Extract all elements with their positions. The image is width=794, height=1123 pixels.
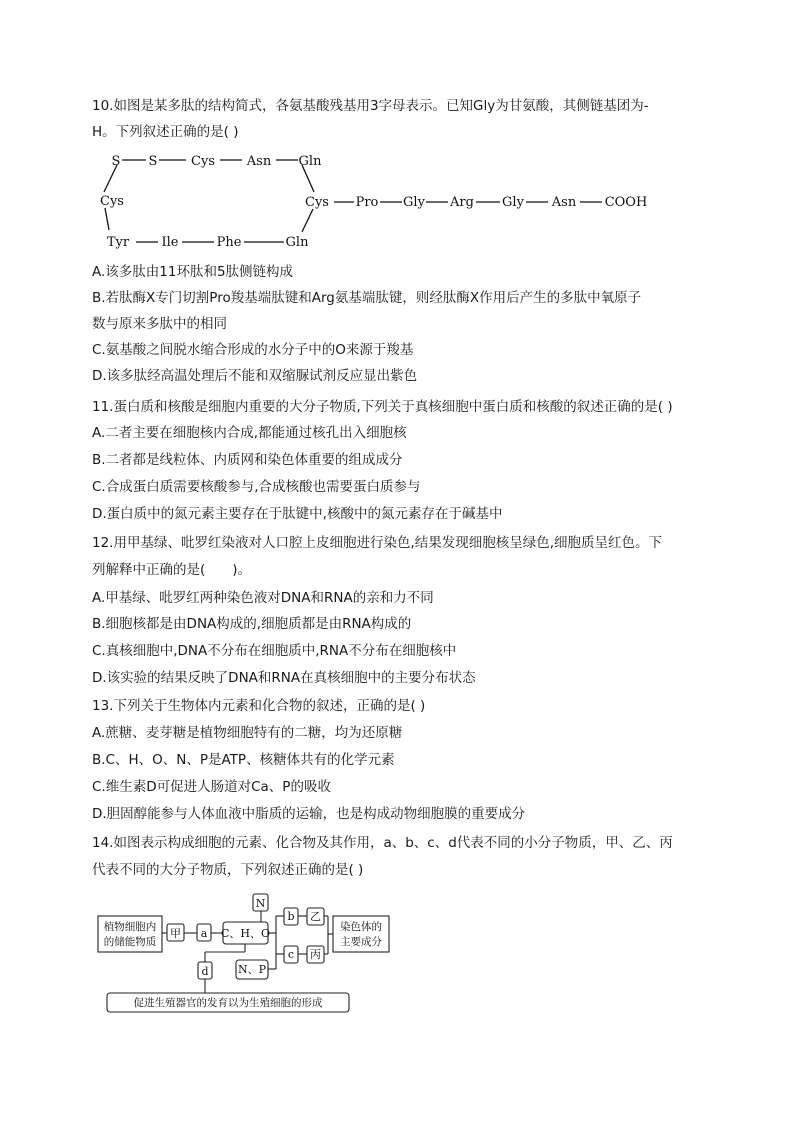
q13-option-d: D.胆固醇能参与人体血液中脂质的运输，也是构成动物细胞膜的重要成分 — [92, 806, 526, 822]
q12-option-a: A.甲基绿、吡罗红两种染色液对DNA和RNA的亲和力不同 — [92, 590, 434, 606]
residue-gly-1: Gly — [403, 195, 425, 210]
residue-pro: Pro — [355, 195, 379, 210]
q12-stem-line1: 12.用甲基绿、吡罗红染液对人口腔上皮细胞进行染色,结果发现细胞核呈绿色,细胞质呈红色。下 — [92, 535, 663, 551]
polypeptide-diagram — [92, 146, 692, 254]
q10-option-c: C.氨基酸之间脱水缩合形成的水分子中的O来源于羧基 — [92, 342, 414, 358]
residue-asn-right: Asn — [551, 195, 577, 210]
disulfide-s1: S — [111, 154, 121, 169]
q13-option-b: B.C、H、O、N、P是ATP、核糖体共有的化学元素 — [92, 752, 395, 768]
q12-option-d: D.该实验的结果反映了DNA和RNA在真核细胞中的主要分布状态 — [92, 670, 476, 686]
q14-stem-line1: 14.如图表示构成细胞的元素、化合物及其作用，a、b、c、d代表不同的小分子物质，甲、乙、丙 — [92, 835, 673, 851]
node-d: d — [201, 965, 209, 978]
plant-storage-label-line2: 的储能物质 — [103, 936, 157, 948]
node-bing: 丙 — [310, 948, 321, 961]
q10-option-b-line2: 数与原来多肽中的相同 — [92, 316, 227, 332]
reproductive-function-label: 促进生殖器官的发育以为生殖细胞的形成 — [133, 997, 323, 1009]
node-c: c — [287, 948, 295, 961]
q10-option-a: A.该多肽由11环肽和5肽侧链构成 — [92, 264, 294, 280]
q13-stem: 13.下列关于生物体内元素和化合物的叙述，正确的是( ) — [92, 698, 426, 714]
q10-option-b-line1: B.若肽酶X专门切割Pro羧基端肽键和Arg氨基端肽键，则经肽酶X作用后产生的多肽中氧原子 — [92, 290, 642, 306]
residue-gln-bottom: Gln — [285, 235, 309, 250]
node-jia: 甲 — [170, 927, 181, 940]
node-a: a — [200, 927, 208, 940]
residue-cys-mid: Cys — [305, 195, 329, 210]
q14-stem-line2: 代表不同的大分子物质，下列叙述正确的是( ) — [92, 862, 364, 878]
q10-stem-line2: H。下列叙述正确的是( ) — [92, 124, 239, 140]
q11-option-d: D.蛋白质中的氮元素主要存在于肽键中,核酸中的氮元素存在于碱基中 — [92, 506, 503, 522]
disulfide-s2: S — [148, 154, 158, 169]
residue-asn-top: Asn — [246, 154, 272, 169]
residue-cys-top: Cys — [191, 154, 215, 169]
node-yi: 乙 — [310, 910, 321, 923]
q13-option-a: A.蔗糖、麦芽糖是植物细胞特有的二糖，均为还原糖 — [92, 725, 403, 741]
plant-storage-label-line1: 植物细胞内 — [103, 921, 157, 933]
residue-gln-top: Gln — [298, 154, 322, 169]
q11-option-c: C.合成蛋白质需要核酸参与,合成核酸也需要蛋白质参与 — [92, 479, 421, 495]
q10-stem-line1: 10.如图是某多肽的结构简式，各氨基酸残基用3字母表示。已知Gly为甘氨酸，其侧链基团为- — [92, 98, 649, 114]
node-n: N — [255, 897, 266, 910]
q12-stem-line2: 列解释中正确的是( )。 — [92, 562, 252, 578]
residue-arg: Arg — [450, 195, 474, 210]
residue-phe: Phe — [216, 235, 242, 250]
q11-option-b: B.二者都是线粒体、内质网和染色体重要的组成成分 — [92, 452, 403, 468]
q10-option-d: D.该多肽经高温处理后不能和双缩脲试剂反应显出紫色 — [92, 368, 418, 384]
q12-option-c: C.真核细胞中,DNA不分布在细胞质中,RNA不分布在细胞核中 — [92, 643, 457, 659]
q12-option-b: B.细胞核都是由DNA构成的,细胞质都是由RNA构成的 — [92, 616, 412, 632]
chromosome-label-line1: 染色体的 — [340, 921, 382, 933]
q13-option-c: C.维生素D可促进人肠道对Ca、P的吸收 — [92, 779, 331, 795]
q11-stem: 11.蛋白质和核酸是细胞内重要的大分子物质,下列关于真核细胞中蛋白质和核酸的叙述正确的是( ) — [92, 399, 673, 415]
residue-ile: Ile — [161, 235, 179, 250]
node-b: b — [287, 910, 295, 923]
carboxyl-end: COOH — [604, 195, 648, 210]
residue-gly-2: Gly — [502, 195, 524, 210]
chromosome-label-line2: 主要成分 — [340, 936, 382, 948]
compound-function-diagram — [95, 888, 395, 1016]
residue-tyr: Tyr — [106, 235, 130, 250]
node-chno: C、H、O — [220, 927, 271, 940]
node-np: N、P — [237, 963, 267, 976]
residue-cys-left: Cys — [100, 194, 124, 209]
q11-option-a: A.二者主要在细胞核内合成,都能通过核孔出入细胞核 — [92, 425, 407, 441]
